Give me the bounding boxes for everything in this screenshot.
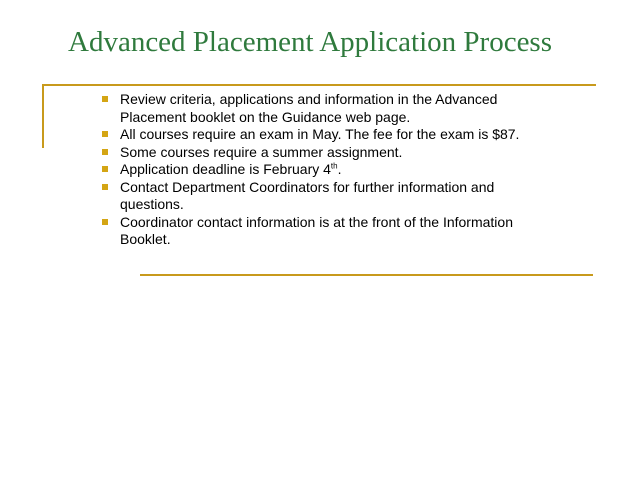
square-bullet-icon <box>102 219 108 225</box>
bullet-item-summer-assignment <box>100 144 520 162</box>
bullet-text: Review criteria, applications and information in the Advanced Placement booklet on the Guidance web page. <box>120 91 498 125</box>
slide-title: Advanced Placement Application Process <box>68 26 553 58</box>
bullet-item-coordinator-contact-info <box>100 214 520 249</box>
bullet-item-application-deadline <box>100 161 520 179</box>
left-accent-line <box>42 84 44 148</box>
bullet-item-contact-coordinators <box>100 179 520 214</box>
square-bullet-icon <box>102 131 108 137</box>
bottom-divider-line <box>140 274 593 276</box>
bullet-text: Application deadline is February 4 <box>120 161 331 177</box>
top-divider-line <box>42 84 596 86</box>
bullet-text: Some courses require a summer assignment. <box>120 143 403 160</box>
bullet-text: Coordinator contact information is at the front of the Information Booklet. <box>120 213 513 247</box>
square-bullet-icon <box>102 96 108 102</box>
bullet-item-review-criteria <box>100 91 520 126</box>
ordinal-superscript: th <box>330 161 338 171</box>
bullet-item-exam-fee <box>100 126 520 144</box>
bullet-text: Contact Department Coordinators for further information and questions. <box>120 178 495 212</box>
bullet-text-end: . <box>337 161 342 177</box>
bullet-text: All courses require an exam in May. The fee for the exam is $87. <box>120 126 520 142</box>
square-bullet-icon <box>102 166 108 172</box>
square-bullet-icon <box>102 184 108 190</box>
square-bullet-icon <box>102 149 108 155</box>
bullet-list <box>100 91 520 249</box>
